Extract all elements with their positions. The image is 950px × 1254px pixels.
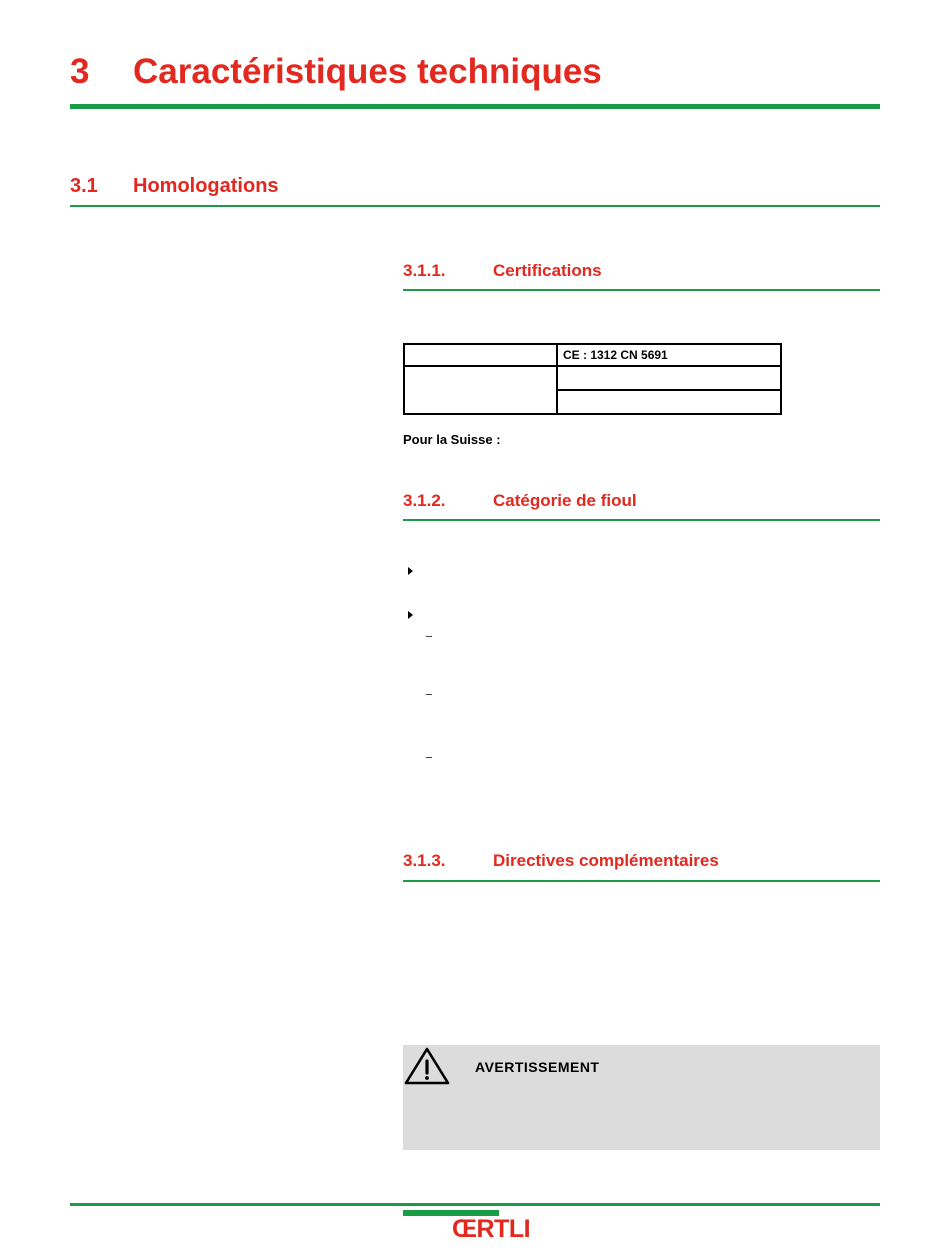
subsection-title-text: Directives complémentaires — [493, 851, 719, 870]
warning-triangle-icon — [403, 1046, 451, 1086]
subsection-title-fuel-category — [403, 490, 637, 512]
subsection-title-certifications — [403, 260, 602, 282]
section-rule — [70, 205, 880, 207]
subsection-title-text: Certifications — [493, 261, 602, 280]
subsection-rule — [403, 289, 880, 291]
subsection-number: 3.1.2. — [403, 491, 446, 510]
section-title-text: Homologations — [133, 175, 279, 197]
subsection-rule — [403, 519, 880, 521]
table-row — [404, 366, 781, 390]
subsection-rule — [403, 880, 880, 882]
footer-rule — [70, 1203, 880, 1206]
table-row — [404, 344, 781, 366]
table-cell — [404, 366, 557, 414]
oertli-logo: ŒRTLI — [452, 1215, 531, 1243]
section-title — [70, 173, 279, 199]
table-cell — [404, 344, 557, 366]
chapter-title — [70, 52, 602, 92]
suisse-label: Pour la Suisse : — [403, 432, 501, 447]
subsection-number: 3.1.1. — [403, 261, 446, 280]
chapter-number: 3 — [70, 52, 90, 91]
certification-table — [403, 343, 782, 415]
bullet-arrow-icon — [408, 567, 413, 575]
warning-title: AVERTISSEMENT — [475, 1059, 600, 1075]
chapter-title-text: Caractéristiques techniques — [133, 52, 602, 91]
dash-bullet-icon — [426, 694, 432, 695]
section-number: 3.1 — [70, 175, 98, 197]
table-cell — [557, 366, 781, 390]
ce-number-cell: CE : 1312 CN 5691 — [557, 344, 781, 366]
chapter-rule — [70, 104, 880, 109]
bullet-arrow-icon — [408, 611, 413, 619]
dash-bullet-icon — [426, 757, 432, 758]
subsection-title-directives — [403, 850, 719, 872]
dash-bullet-icon — [426, 636, 432, 637]
table-cell — [557, 390, 781, 414]
subsection-number: 3.1.3. — [403, 851, 446, 870]
subsection-title-text: Catégorie de fioul — [493, 491, 637, 510]
